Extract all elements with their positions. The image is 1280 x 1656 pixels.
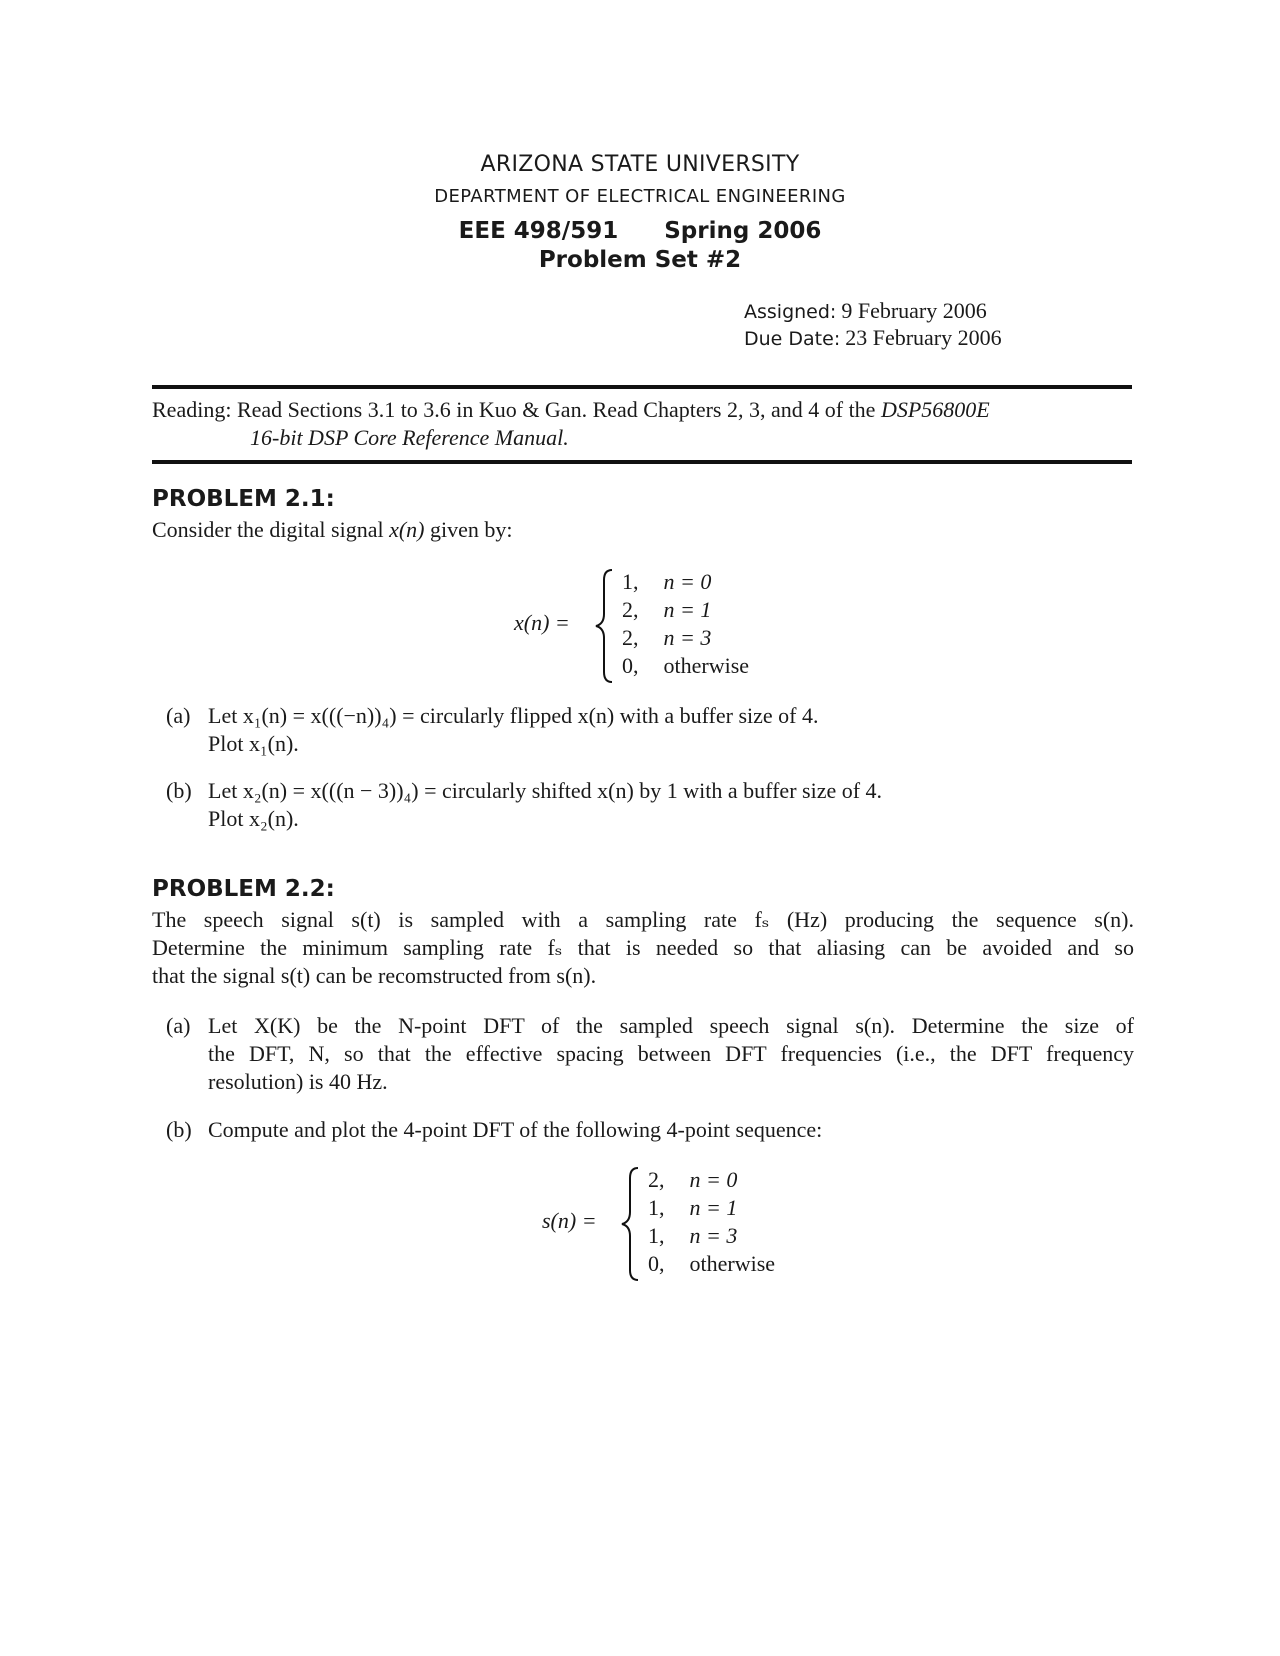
case-condition: otherwise [689,1251,776,1276]
reading-manual-title-part1: DSP56800E [880,397,990,422]
intro-text-end: given by: [430,517,513,542]
reading-label: Reading: [152,397,232,422]
case-row [622,652,749,680]
part-a-line-1: Let X(K) be the N-point DFT of the sampled speech signal s(n). Determine the size of [208,1013,1134,1038]
bottom-rule [152,460,1132,464]
reading-line-2: 16-bit DSP Core Reference Manual. [250,425,569,450]
case-condition: n = 0 [663,569,712,594]
part-a-line-1: Let x₁(n) = x(((−n))₄) = circularly flipped x(n) with a buffer size of 4. [208,703,819,728]
assigned-label: Assigned: [744,301,837,323]
part-b-line-1: Let x₂(n) = x(((n − 3))₄) = circularly shifted x(n) by 1 with a buffer size of 4. [208,778,883,803]
case-row [622,624,749,652]
problem-2-1-heading: PROBLEM 2.1: [152,486,335,512]
problem-2-1-part-a [166,702,1126,758]
reading-line-1 [152,396,1134,424]
top-rule [152,385,1132,389]
part-tag: (b) [166,778,192,803]
part-a-line-2: Plot x₁(n). [208,731,299,756]
x-definition-cases [622,568,749,680]
due-date-value: 23 February 2006 [845,325,1002,350]
problem-2-2-intro-line-2: Determine the minimum sampling rate fₛ that is needed so that aliasing can be avoided and so [152,935,1134,960]
case-row [648,1222,775,1250]
case-row [622,568,749,596]
case-value: 1, [622,569,639,594]
case-row [648,1194,775,1222]
part-a-line-3: resolution) is 40 Hz. [208,1069,388,1094]
part-tag: (b) [166,1117,192,1142]
case-value: 0, [648,1251,665,1276]
part-tag: (a) [166,703,191,728]
university-name: ARIZONA STATE UNIVERSITY [480,152,800,177]
part-b-line-1: Compute and plot the 4-point DFT of the following 4-point sequence: [208,1117,823,1142]
part-a-line-2: the DFT, N, so that the effective spacing between DFT frequencies (i.e., the DFT frequency [208,1041,1134,1066]
department-name: DEPARTMENT OF ELECTRICAL ENGINEERING [434,186,846,207]
left-brace-icon [618,1166,642,1282]
case-row [648,1250,775,1278]
case-condition: n = 0 [689,1167,738,1192]
intro-text: Consider the digital signal [152,517,384,542]
problem-2-1-intro [152,516,513,544]
case-condition: n = 1 [689,1195,738,1220]
s-definition-cases [648,1166,775,1278]
intro-variable: x(n) [389,517,425,542]
case-condition: otherwise [663,653,750,678]
case-value: 2, [622,597,639,622]
case-condition: n = 3 [663,625,712,650]
course-term: Spring 2006 [664,218,822,244]
problem-2-2-heading: PROBLEM 2.2: [152,876,335,902]
assigned-row [744,298,987,324]
course-line [0,218,1280,244]
case-value: 2, [622,625,639,650]
left-brace-icon [592,568,616,684]
case-value: 0, [622,653,639,678]
s-definition-lhs: s(n) = [542,1208,597,1233]
case-row [622,596,749,624]
case-row [648,1166,775,1194]
case-value: 2, [648,1167,665,1192]
case-value: 1, [648,1195,665,1220]
case-value: 1, [648,1223,665,1248]
due-date-label: Due Date: [744,328,841,350]
reading-text: Read Sections 3.1 to 3.6 in Kuo & Gan. Read Chapters 2, 3, and 4 of the [236,397,876,422]
part-tag: (a) [166,1013,191,1038]
due-date-row [744,325,1002,351]
problem-set-title: Problem Set #2 [538,247,742,273]
part-b-line-2: Plot x₂(n). [208,806,299,831]
problem-2-2-intro-line-1: The speech signal s(t) is sampled with a sampling rate fₛ (Hz) producing the sequence s(n). [152,907,1134,932]
problem-2-2-intro-line-3: that the signal s(t) can be recomstructed from s(n). [152,963,597,988]
case-condition: n = 3 [689,1223,738,1248]
problem-2-1-part-b [166,777,1126,833]
case-condition: n = 1 [663,597,712,622]
assigned-date: 9 February 2006 [841,298,987,323]
x-definition-lhs: x(n) = [514,610,570,635]
problem-2-2-part-a [166,1012,1134,1096]
problem-2-2-part-b [166,1116,1134,1144]
course-number: EEE 498/591 [458,218,619,244]
